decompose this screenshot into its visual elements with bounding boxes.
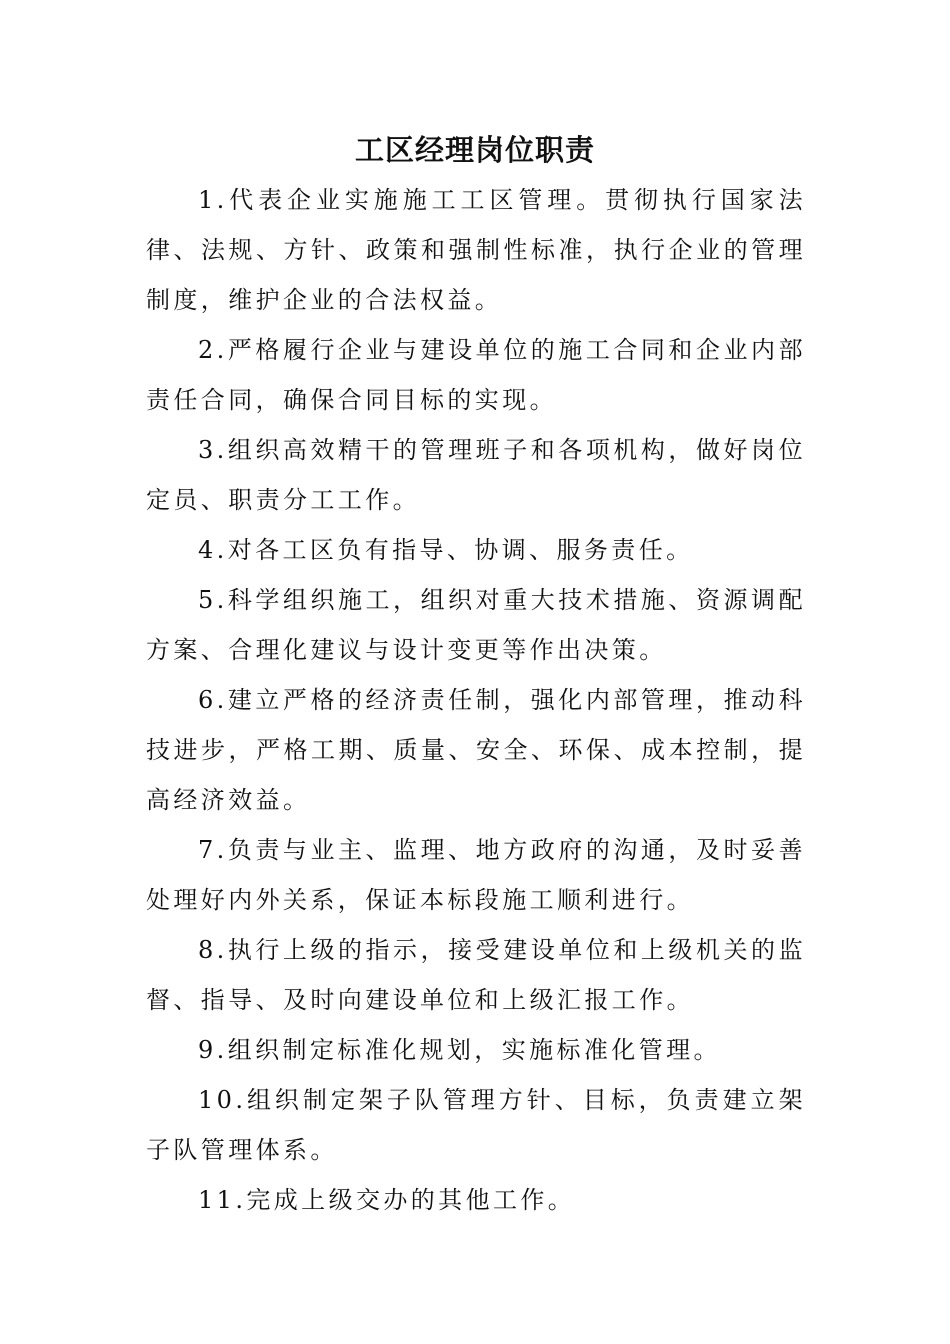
duty-item-5: 5.科学组织施工，组织对重大技术措施、资源调配方案、合理化建议与设计变更等作出决策。 [146,586,806,664]
document-body [146,175,806,1225]
duty-item-3: 3.组织高效精干的管理班子和各项机构，做好岗位定员、职责分工工作。 [146,436,806,514]
duty-item-8: 8.执行上级的指示，接受建设单位和上级机关的监督、指导、及时向建设单位和上级汇报工作。 [146,936,806,1014]
document-title: 工区经理岗位职责 [354,133,595,167]
duty-item-4: 4.对各工区负有指导、协调、服务责任。 [198,536,694,564]
duty-item-10: 10.组织制定架子队管理方针、目标，负责建立架子队管理体系。 [146,1086,806,1164]
duty-item-6: 6.建立严格的经济责任制，强化内部管理，推动科技进步，严格工期、质量、安全、环保、成本控制，提高经济效益。 [146,686,806,814]
duty-item-1: 1.代表企业实施施工工区管理。贯彻执行国家法律、法规、方针、政策和强制性标准，执行企业的管理制度，维护企业的合法权益。 [146,186,806,314]
duty-item-9: 9.组织制定标准化规划，实施标准化管理。 [198,1036,721,1064]
duty-item-11: 11.完成上级交办的其他工作。 [198,1186,576,1214]
duty-item-2: 2.严格履行企业与建设单位的施工合同和企业内部责任合同，确保合同目标的实现。 [146,336,806,414]
duty-item-7: 7.负责与业主、监理、地方政府的沟通，及时妥善处理好内外关系，保证本标段施工顺利进行。 [146,836,806,914]
